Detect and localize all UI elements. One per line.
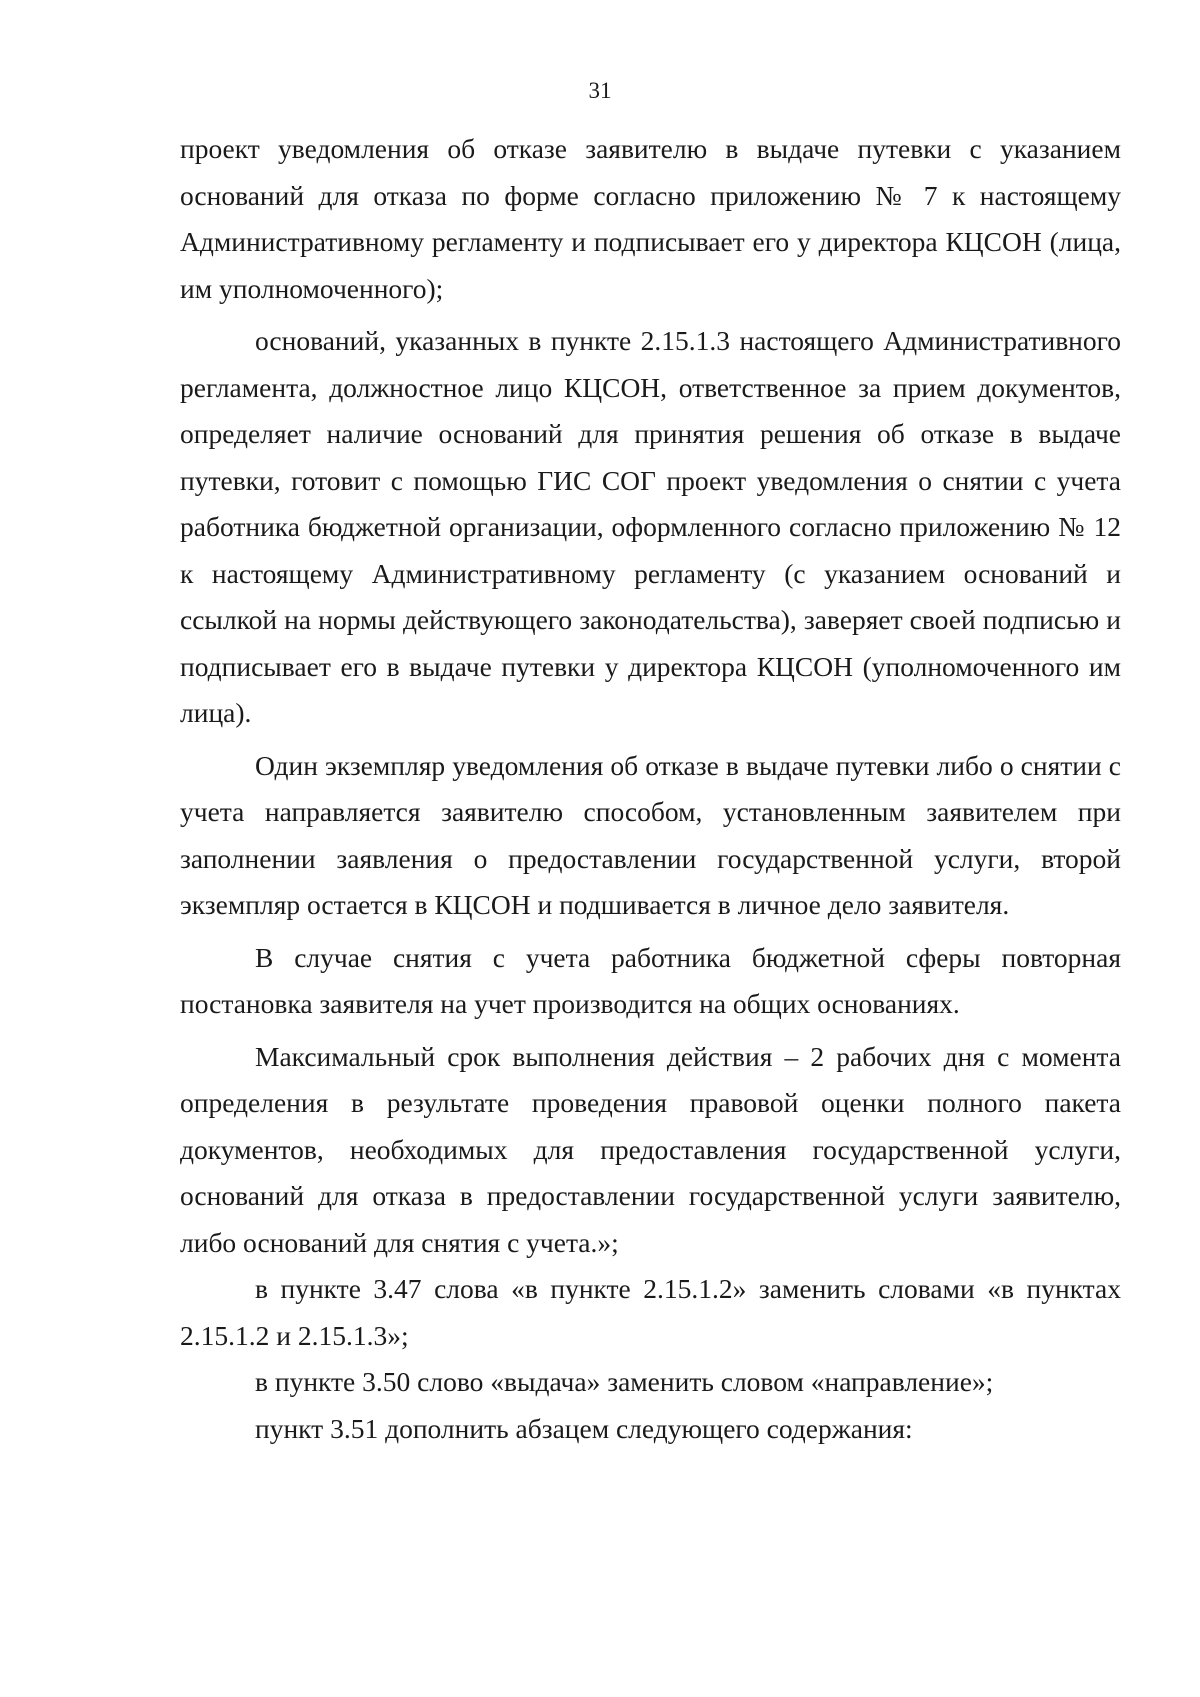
page-number: 31 [588,78,612,103]
paragraph-amend-3-51: пункт 3.51 дополнить абзацем следующего содержания: [255,1412,913,1444]
paragraph-continuation: проект уведомления об отказе заявителю в выдаче путевки с указанием оснований для отказа по форме согласно приложению № 7 к настоящему Административному регламенту и подписывает его у директора КЦСОН (лица, им уполномоченного); [180,133,1121,304]
paragraph-notification-copy: Один экземпляр уведомления об отказе в выдаче путевки либо о снятии с учета направляется заявителю способом, установленным заявителем при заполнении заявления о предоставлении государственной услуги, второй экземпляр остается в КЦСОН и подшивается в личное дело заявителя. [180,749,1121,920]
paragraph-amend-3-47: в пункте 3.47 слова «в пункте 2.15.1.2» заменить словами «в пунктах 2.15.1.2 и 2.15.1.3»; [180,1273,1121,1351]
paragraph-max-term: Максимальный срок выполнения действия – 2 рабочих дня с момента определения в результате проведения правовой оценки полного пакета документов, необходимых для предоставления государственной услуги, оснований для отказа в предоставлении государственной услуги заявителю, либо оснований для снятия с учета.»; [180,1040,1121,1258]
paragraph-reregistration: В случае снятия с учета работника бюджетной сферы повторная постановка заявителя на учет производится на общих основаниях. [180,941,1121,1019]
paragraph-amend-3-50: в пункте 3.50 слово «выдача» заменить словом «направление»; [255,1366,994,1397]
paragraph-grounds: оснований, указанных в пункте 2.15.1.3 настоящего Административного регламента, должностное лицо КЦСОН, ответственное за прием документов, определяет наличие оснований для принятия решения об отказе в выдаче путевки, готовит с помощью ГИС СОГ проект уведомления о снятии с учета работника бюджетной организации, оформленного согласно приложению № 12 к настоящему Административному регламенту (с указанием оснований и ссылкой на нормы действующего законодательства), заверяет своей подписью и подписывает его в выдаче путевки у директора КЦСОН (уполномоченного им лица). [180,325,1121,728]
document-body [180,126,1121,1452]
